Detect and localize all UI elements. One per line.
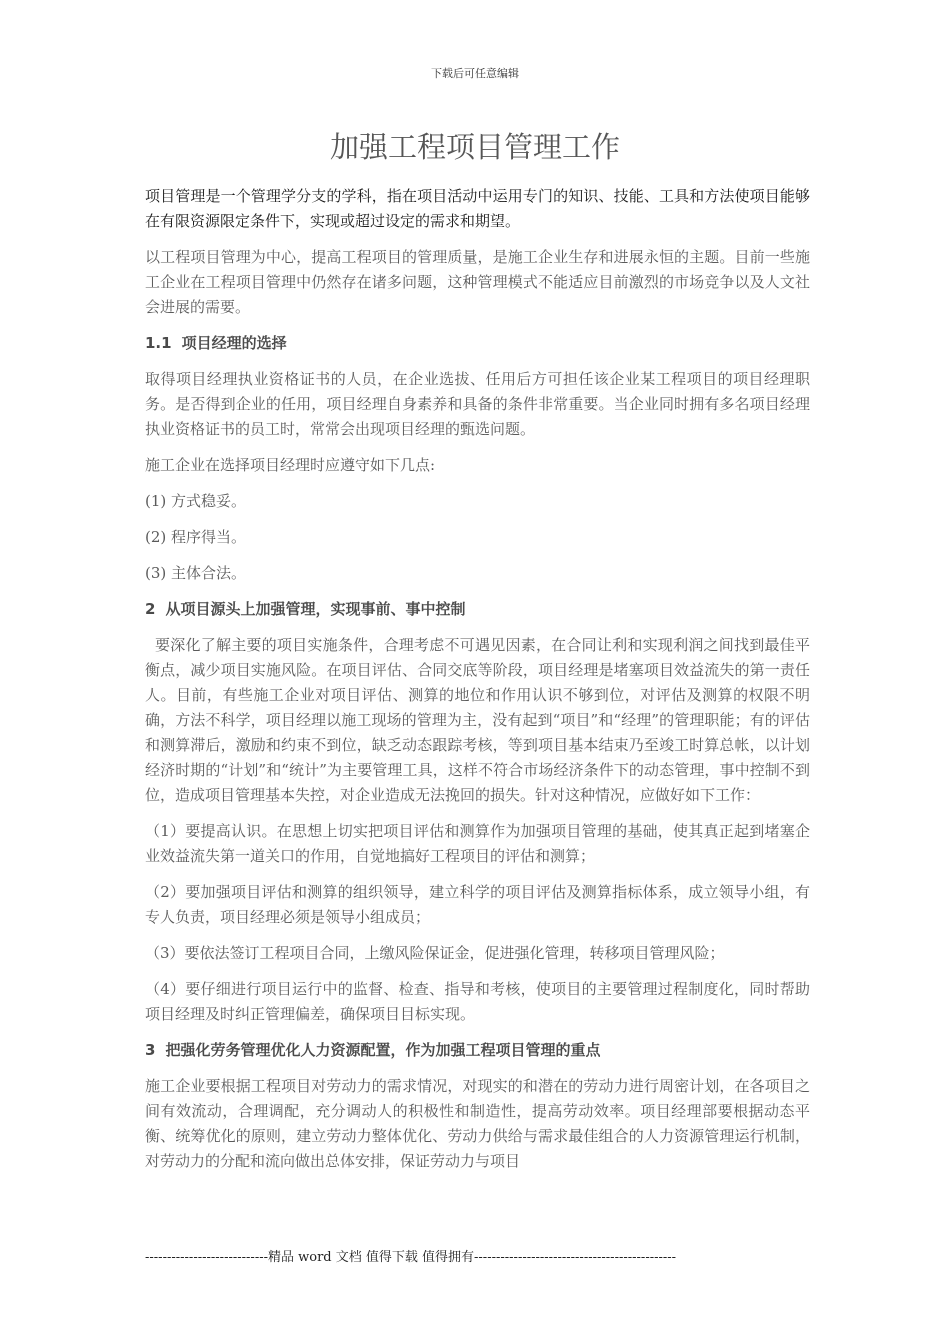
section-heading xyxy=(145,597,810,622)
section-title: 从项目源头上加强管理，实现事前、事中控制 xyxy=(165,600,466,618)
section-title: 项目经理的选择 xyxy=(181,334,287,352)
section-title: 把强化劳务管理优化人力资源配置，作为加强工程项目管理的重点 xyxy=(165,1041,601,1059)
body-paragraph: 取得项目经理执业资格证书的人员，在企业选拔、任用后方可担任该企业某工程项目的项目经理职务。是否得到企业的任用，项目经理自身素养和具备的条件非常重要。当企业同时拥有多名项目经理执业资格证书的员工时，常常会出现项目经理的甄选问题。 xyxy=(145,370,810,438)
intro-paragraph: 项目管理是一个管理学分支的学科，指在项目活动中运用专门的知识、技能、工具和方法使项目能够在有限资源限定条件下，实现或超过设定的需求和期望。 xyxy=(145,187,810,230)
document-title: 加强工程项目管理工作 xyxy=(329,130,620,164)
section-heading xyxy=(145,331,810,356)
list-item: （3）要依法签订工程项目合同，上缴风险保证金，促进强化管理，转移项目管理风险； xyxy=(145,944,725,962)
section-heading xyxy=(145,1038,810,1063)
list-item: (2) 程序得当。 xyxy=(145,528,247,546)
body-paragraph: 施工企业要根据工程项目对劳动力的需求情况，对现实的和潜在的劳动力进行周密计划，在各项目之间有效流动，合理调配，充分调动人的积极性和制造性，提高劳动效率。项目经理部要根据动态平衡、统筹优化的原则，建立劳动力整体优化、劳动力供给与需求最佳组合的人力资源管理运行机制，对劳动力的分配和流向做出总体安排，保证劳动力与项目 xyxy=(145,1077,810,1170)
body-paragraph: 要深化了解主要的项目实施条件，合理考虑不可遇见因素，在合同让利和实现利润之间找到最佳平衡点，减少项目实施风险。在项目评估、合同交底等阶段，项目经理是堵塞项目效益流失的第一责任人。目前，有些施工企业对项目评估、测算的地位和作用认识不够到位，对评估及测算的权限不明确，方法不科学，项目经理以施工现场的管理为主，没有起到“项目”和“经理”的管理职能；有的评估和测算滞后，激励和约束不到位，缺乏动态跟踪考核，等到项目基本结束乃至竣工时算总帐，以计划经济时期的“计划”和“统计”为主要管理工具，这样不符合市场经济条件下的动态管理，事中控制不到位，造成项目管理基本失控，对企业造成无法挽回的损失。针对这种情况，应做好如下工作： xyxy=(145,636,810,804)
list-item: (3) 主体合法。 xyxy=(145,564,247,582)
list-item: （2）要加强项目评估和测算的组织领导，建立科学的项目评估及测算指标体系，成立领导小组，有专人负责，项目经理必须是领导小组成员； xyxy=(145,883,810,926)
section-number: 2 xyxy=(145,600,156,618)
document-body xyxy=(145,184,810,1185)
list-item: （1）要提高认识。在思想上切实把项目评估和测算作为加强项目管理的基础，使其真正起到堵塞企业效益流失第一道关口的作用，自觉地搞好工程项目的评估和测算； xyxy=(145,822,810,865)
body-paragraph: 以工程项目管理为中心，提高工程项目的管理质量，是施工企业生存和进展永恒的主题。目前一些施工企业在工程项目管理中仍然存在诸多问题，这种管理模式不能适应目前激烈的市场竞争以及人文社会进展的需要。 xyxy=(145,248,810,316)
list-item: （4）要仔细进行项目运行中的监督、检查、指导和考核，使项目的主要管理过程制度化，同时帮助项目经理及时纠正管理偏差，确保项目目标实现。 xyxy=(145,980,810,1023)
page-footer: ----------------------------精品 word 文档 值得下载 值得拥有---------------------------------------------- xyxy=(145,1250,677,1265)
section-number: 1.1 xyxy=(145,334,172,352)
page-header: 下载后可任意编辑 xyxy=(431,67,519,80)
body-paragraph: 施工企业在选择项目经理时应遵守如下几点: xyxy=(145,456,436,474)
section-number: 3 xyxy=(145,1041,156,1059)
list-item: (1) 方式稳妥。 xyxy=(145,492,247,510)
